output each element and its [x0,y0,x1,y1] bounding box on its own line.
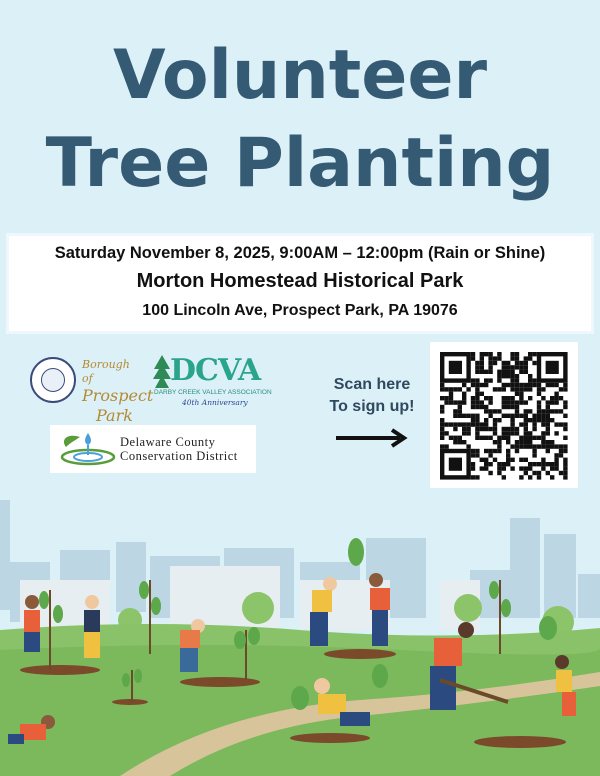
dccd-logo [50,425,256,473]
dccd-name-line1: Delaware County [120,435,216,449]
title-line-1: Volunteer [112,36,488,115]
pine-tree-icon [152,355,172,391]
dcva-subtitle: DARBY CREEK VALLEY ASSOCIATION [154,389,272,396]
scan-prompt [322,374,422,417]
borough-seal-logo [30,357,76,403]
prospect-park-logo-line2: Prospect [82,385,154,405]
scan-prompt-line2: To sign up! [329,397,415,415]
dccd-name-line2: Conservation District [120,448,238,463]
right-arrow-icon [336,428,408,448]
event-info-box [6,233,594,334]
scan-prompt-line1: Scan here [333,376,411,393]
prospect-park-logo-line3: Park [96,405,133,425]
event-venue: Morton Homestead Historical Park [136,270,464,292]
tree-planting-illustration [0,490,600,776]
signup-qr-code[interactable] [430,342,578,488]
qr-code-icon [430,342,578,488]
event-datetime: Saturday November 8, 2025, 9:00AM – 12:00pm (Rain or Shine) [54,244,546,262]
prospect-park-logo [82,358,154,426]
prospect-park-logo-line1: Borough of [82,358,130,385]
dcva-logo [152,355,272,407]
dcva-letters: DCVA [170,353,261,388]
water-drop-leaf-icon [54,427,118,471]
title-line-2: Tree Planting [45,124,555,203]
dcva-anniversary: 40th Anniversary [182,398,248,407]
event-address: 100 Lincoln Ave, Prospect Park, PA 19076 [142,302,458,319]
